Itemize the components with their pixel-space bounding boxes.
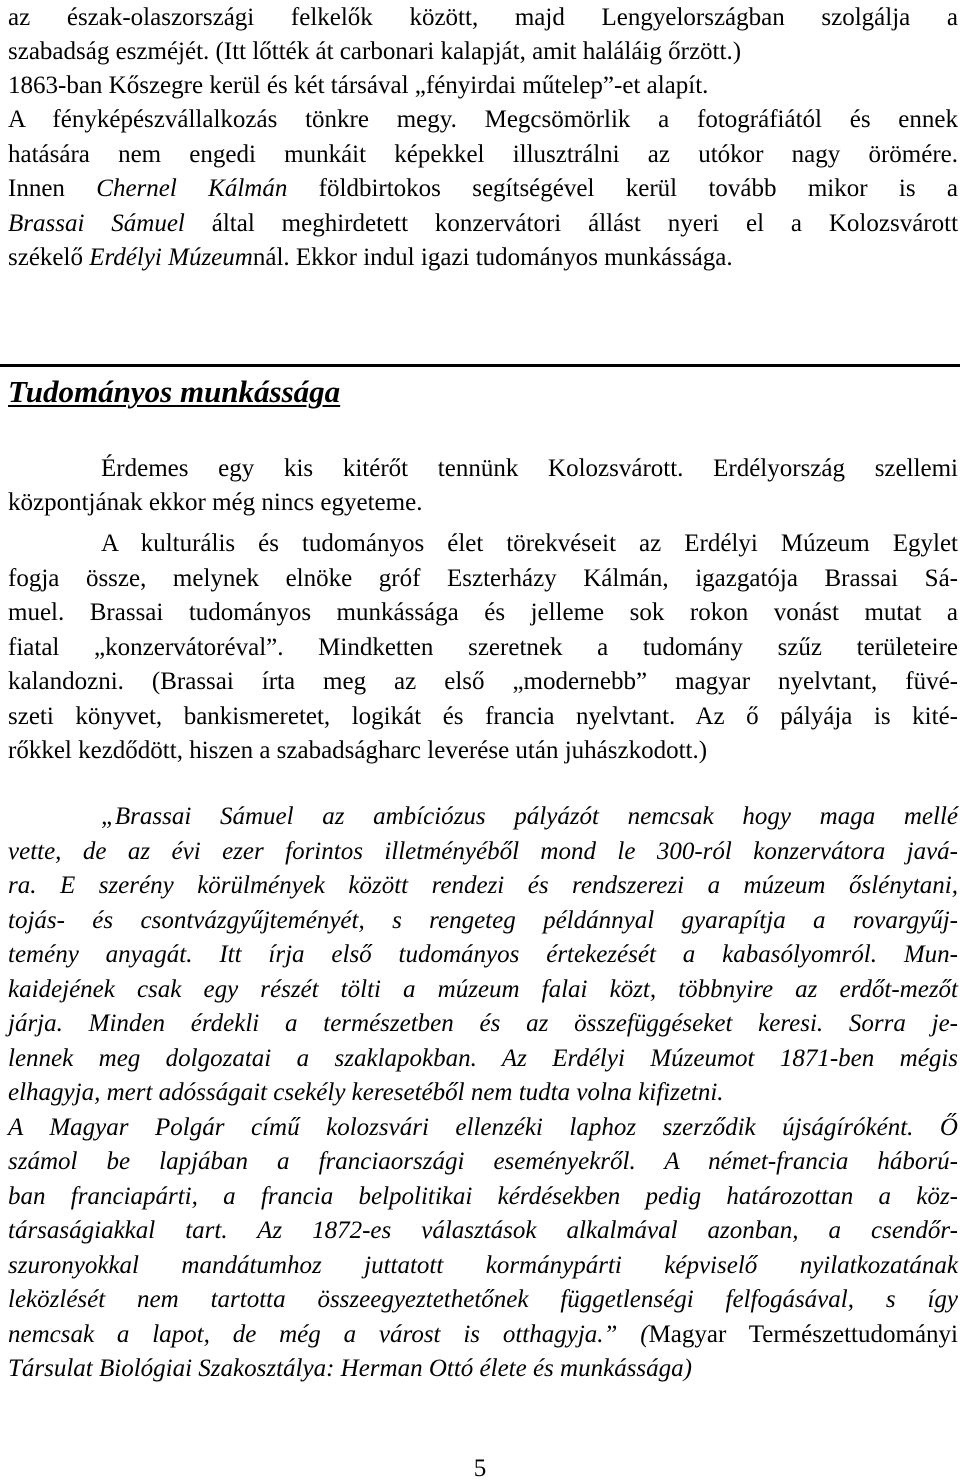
text-line: Érdemes egy kis kitérőt tennünk Kolozsvárott. Erdélyország szellemi xyxy=(101,455,958,482)
text-line xyxy=(8,172,958,206)
text-line: elhagyja, mert adósságait csekély keresetéből nem tudta volna kifizetni. xyxy=(8,1079,724,1106)
text-line: társaságiakkal tart. Az 1872-es választások alkalmával azonban, a csendőr- xyxy=(8,1217,958,1244)
text-line: vette, de az évi ezer forintos illetményéből mond le 300-ról konzervátora javá- xyxy=(8,838,958,865)
text-line: „Brassai Sámuel az ambíciózus pályázót nemcsak hogy maga mellé xyxy=(101,803,958,830)
text-line: ra. E szerény körülmények között rendezi és rendszerezi a múzeum őslénytani, xyxy=(8,872,958,899)
text-line: fogja össze, melynek elnöke gróf Eszterházy Kálmán, igazgatója Brassai Sá- xyxy=(8,565,958,592)
section-heading: Tudományos munkássága xyxy=(8,374,341,409)
text-line: számol be lapjában a franciaországi eseményekről. A német-francia háború- xyxy=(8,1148,958,1175)
text-line: A kulturális és tudományos élet törekvéseit az Erdélyi Múzeum Egylet xyxy=(101,530,958,557)
text-line: 1863-ban Kőszegre kerül és két társával „fényirdai műtelep”-et alapít. xyxy=(8,72,709,99)
text-line: szuronyokkal mandátumhoz juttatott kormánypárti képviselő nyilatkozatának xyxy=(8,1252,958,1279)
text-line xyxy=(8,207,958,241)
text-line: az észak-olaszországi felkelők között, majd Lengyelországban szolgálja a xyxy=(8,4,958,31)
text-line: ban franciapárti, a francia belpolitikai kérdésekben pedig határozottan a köz- xyxy=(8,1183,958,1210)
person-name: Brassai Sámuel xyxy=(8,210,185,237)
text-run: székelő xyxy=(8,244,90,271)
text-line: hatására nem engedi munkáit képekkel illusztrálni az utókor nagy örömére. xyxy=(8,141,958,168)
text-line: lennek meg dolgozatai a szaklapokban. Az Erdélyi Múzeumot 1871-ben mégis xyxy=(8,1045,958,1072)
text-line: Társulat Biológiai Szakosztálya: Herman Ottó élete és munkássága) xyxy=(8,1355,692,1382)
text-line: járja. Minden érdekli a természetben és az összefüggéseket keresi. Sorra je- xyxy=(8,1010,958,1037)
institution-name: Erdélyi Múzeum xyxy=(89,244,253,271)
text-run: által meghirdetett konzervátori állást nyeri el a Kolozsvárott xyxy=(184,210,959,237)
text-line: A fényképészvállalkozás tönkre megy. Megcsömörlik a fotográfiától és ennek xyxy=(8,106,958,133)
section-divider xyxy=(0,364,960,367)
text-line: rőkkel kezdődött, hiszen a szabadságharc leverése után juhászkodott.) xyxy=(8,737,708,764)
text-line: fiatal „konzervátoréval”. Mindketten szeretnek a tudomány szűz területeire xyxy=(8,634,958,661)
text-run: Innen xyxy=(8,175,97,202)
text-line: temény anyagát. Itt írja első tudományos értekezését a kabasólyomról. Mun- xyxy=(8,941,958,968)
text-line: központjának ekkor még nincs egyeteme. xyxy=(8,489,423,516)
text-run: Magyar Természettudományi xyxy=(648,1321,958,1348)
person-name: Chernel Kálmán xyxy=(96,175,288,202)
text-line: muel. Brassai tudományos munkássága és jelleme sok rokon vonást mutat a xyxy=(8,599,958,626)
page-number: 5 xyxy=(473,1455,487,1482)
text-line xyxy=(8,1318,958,1352)
text-line: kalandozni. (Brassai írta meg az első „modernebb” magyar nyelvtant, füvé- xyxy=(8,668,958,695)
text-line xyxy=(8,241,958,275)
text-run: földbirtokos segítségével kerül tovább mikor is a xyxy=(287,175,959,202)
text-run: nál. Ekkor indul igazi tudományos munkássága. xyxy=(252,244,733,271)
text-line: leközlését nem tartotta összeegyeztethetőnek függetlenségi felfogásával, s így xyxy=(8,1286,958,1313)
text-line: szeti könyvet, bankismeretet, logikát és francia nyelvtant. Az ő pályája is kité- xyxy=(8,703,958,730)
text-line: szabadság eszméjét. (Itt lőtték át carbonari kalapját, amit haláláig őrzött.) xyxy=(8,38,742,65)
text-line: tojás- és csontvázgyűjteményét, s rengeteg példánnyal gyarapítja a rovargyűj- xyxy=(8,907,958,934)
text-run: nemcsak a lapot, de még a várost is otthagyja.” ( xyxy=(8,1321,649,1348)
text-line: kaidejének csak egy részét tölti a múzeum falai közt, többnyire az erdőt-mezőt xyxy=(8,976,958,1003)
text-line: A Magyar Polgár című kolozsvári ellenzéki laphoz szerződik újságíróként. Ő xyxy=(8,1114,958,1141)
